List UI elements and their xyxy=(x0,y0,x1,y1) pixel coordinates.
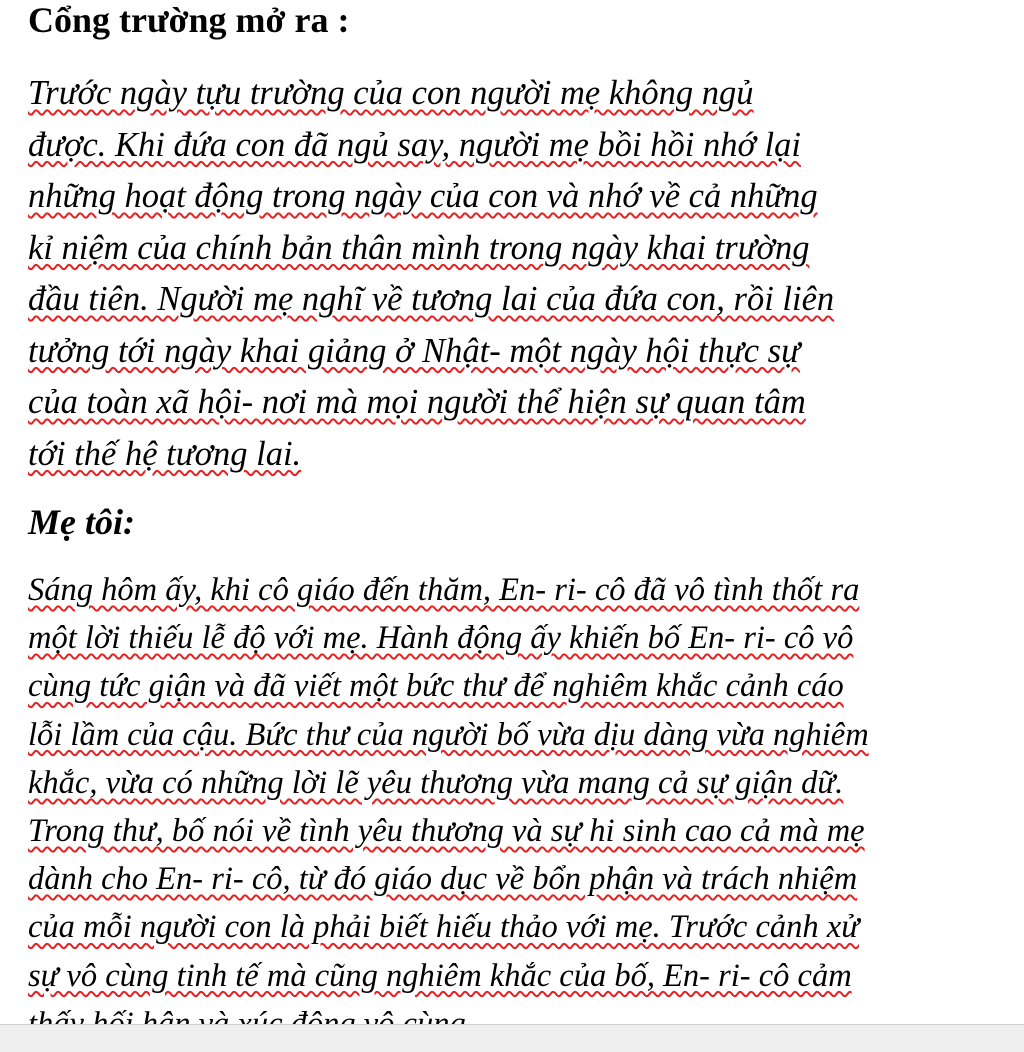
text-line: cùng tức giận và đã viết một bức thư để nghiêm khắc cảnh cáo xyxy=(28,668,844,705)
text-line: Trong thư, bố nói về tình yêu thương và sự hi sinh cao cả mà mẹ xyxy=(28,812,865,849)
text-line: Sáng hôm ấy, khi cô giáo đến thăm, En- ri- cô đã vô tình thốt ra xyxy=(28,572,860,608)
text-line: khắc, vừa có những lời lẽ yêu thương vừa mang cả sự giận dữ. xyxy=(28,764,844,801)
text-line: tưởng tới ngày khai giảng ở Nhật- một ngày hội thực sự xyxy=(28,331,800,370)
text-line: được. Khi đứa con đã ngủ say, người mẹ bồi hồi nhớ lại xyxy=(28,125,801,164)
text-line: lỗi lầm của cậu. Bức thư của người bố vừa dịu dàng vừa nghiêm xyxy=(28,716,869,753)
text-line: đầu tiên. Người mẹ nghĩ về tương lai của đứa con, rồi liên xyxy=(28,280,835,318)
text-line: Trước ngày tựu trường của con người mẹ không ngủ xyxy=(28,74,754,112)
paragraph-me-toi xyxy=(28,566,869,1048)
section-heading-me-toi: Mẹ tôi: xyxy=(28,502,135,542)
text-line: một lời thiếu lễ độ với mẹ. Hành động ấy khiến bố En- ri- cô vô xyxy=(28,620,854,657)
paragraph-cong-truong-mo-ra xyxy=(28,68,834,480)
window-status-bar xyxy=(0,1024,1024,1052)
text-line: của toàn xã hội- nơi mà mọi người thể hiện sự quan tâm xyxy=(28,383,806,421)
text-line: sự vô cùng tinh tế mà cũng nghiêm khắc của bố, En- ri- cô cảm xyxy=(28,957,852,994)
section-heading-cong-truong-mo-ra: Cổng trường mở ra : xyxy=(28,0,350,40)
text-line: của mỗi người con là phải biết hiếu thảo với mẹ. Trước cảnh xử xyxy=(28,909,859,946)
text-line: dành cho En- ri- cô, từ đó giáo dục về bổn phận và trách nhiệm xyxy=(28,861,858,898)
text-line: kỉ niệm của chính bản thân mình trong ngày khai trường xyxy=(28,228,810,267)
text-line: những hoạt động trong ngày của con và nhớ về cả những xyxy=(28,177,818,215)
text-line: tới thế hệ tương lai. xyxy=(28,434,302,473)
